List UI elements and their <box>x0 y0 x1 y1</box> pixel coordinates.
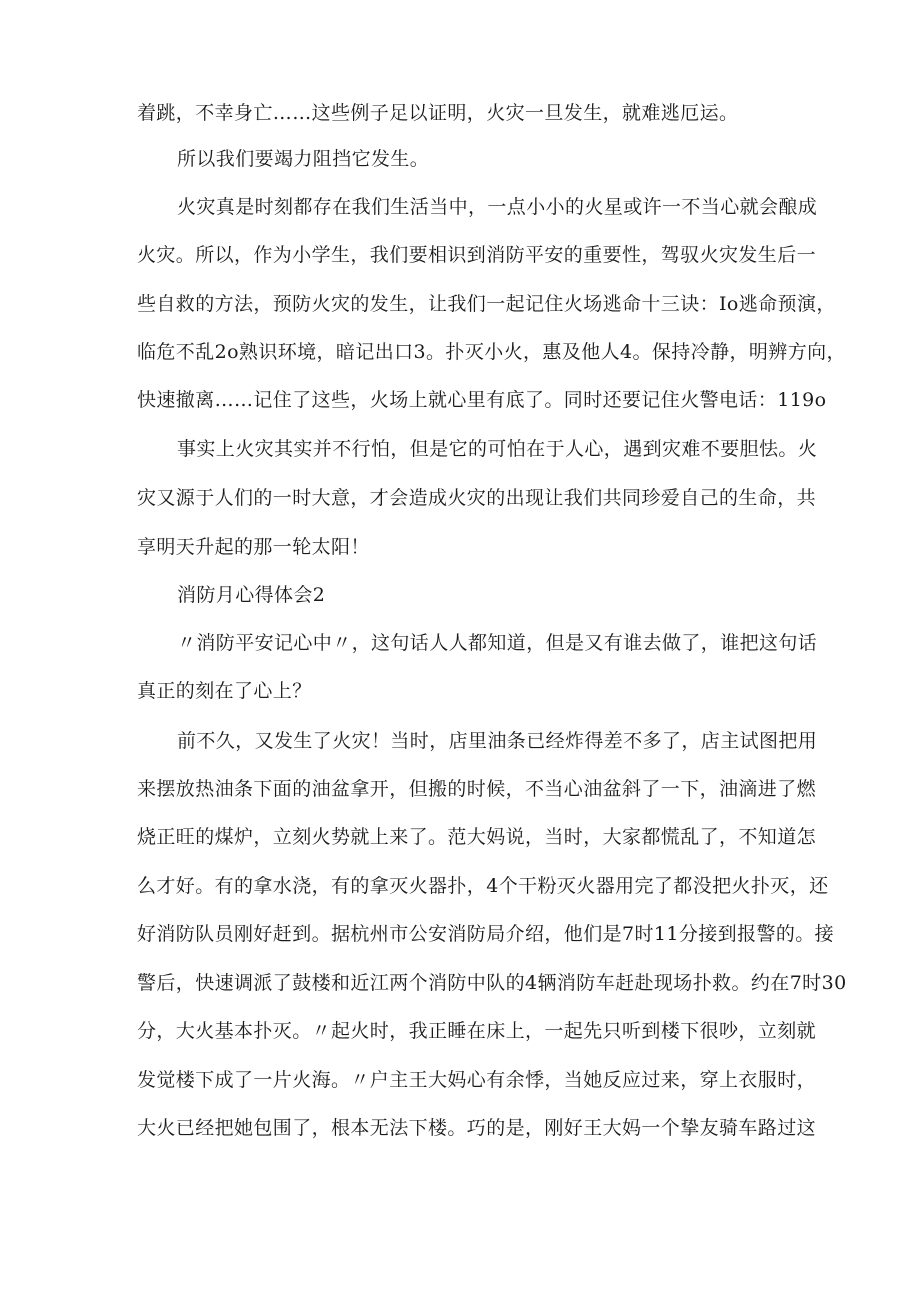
section-heading: 消防月心得体会2 <box>177 584 326 606</box>
text-line: 好消防队员刚好赶到。据杭州市公安消防局介绍，他们是7时11分接到报警的。接 <box>137 923 835 945</box>
text-line: 来摆放热油条下面的油盆拿开，但搬的时候，不当心油盆斜了一下，油滴进了燃 <box>137 778 817 800</box>
text-line: 警后，快速调派了鼓楼和近江两个消防中队的4辆消防车赶赴现场扑救。约在7时30 <box>137 972 847 994</box>
text-line: 分，大火基本扑灭。〃起火时，我正睡在床上，一起先只听到楼下很吵，立刻就 <box>137 1020 817 1042</box>
text-line: 快速撤离……记住了这些，火场上就心里有底了。同时还要记住火警电话：119o <box>137 389 827 411</box>
text-line: 么才好。有的拿水浇，有的拿灭火器扑，4个干粉灭火器用完了都没把火扑灭，还 <box>137 875 829 897</box>
text-line: 烧正旺的煤炉，立刻火势就上来了。范大妈说，当时，大家都慌乱了，不知道怎 <box>137 826 817 848</box>
text-line: 享明天升起的那一轮太阳！ <box>137 536 370 558</box>
text-line: 真正的刻在了心上？ <box>137 680 312 702</box>
text-line: 火灾。所以，作为小学生，我们要相识到消防平安的重要性，驾驭火灾发生后一 <box>137 244 817 266</box>
text-line: 前不久，又发生了火灾！当时，店里油条已经炸得差不多了，店主试图把用 <box>177 730 818 752</box>
text-line: 大火已经把她包围了，根本无法下楼。巧的是，刚好王大妈一个挚友骑车路过这 <box>137 1117 817 1139</box>
text-line: 所以我们要竭力阻挡它发生。 <box>177 148 430 170</box>
text-line: 火灾真是时刻都存在我们生活当中，一点小小的火星或许一不当心就会酿成 <box>177 196 818 218</box>
text-line: 些自救的方法，预防火灾的发生，让我们一起记住火场逃命十三诀：Io逃命预演， <box>137 293 836 315</box>
text-line: 着跳，不幸身亡……这些例子足以证明，火灾一旦发生，就难逃厄运。 <box>137 102 739 124</box>
text-line: 灾又源于人们的一时大意，才会造成火灾的出现让我们共同珍爱自己的生命，共 <box>137 487 817 509</box>
text-line: 临危不乱2o熟识环境，暗记出口3。扑灭小火，惠及他人4。保持冷静，明辨方向， <box>137 341 846 363</box>
text-line: 发觉楼下成了一片火海。〃户主王大妈心有余悸，当她反应过来，穿上衣服时， <box>137 1069 817 1091</box>
text-line: 〃消防平安记心中〃，这句话人人都知道，但是又有谁去做了，谁把这句话 <box>177 632 818 654</box>
text-line: 事实上火灾其实并不行怕，但是它的可怕在于人心，遇到灾难不要胆怯。火 <box>177 438 818 460</box>
